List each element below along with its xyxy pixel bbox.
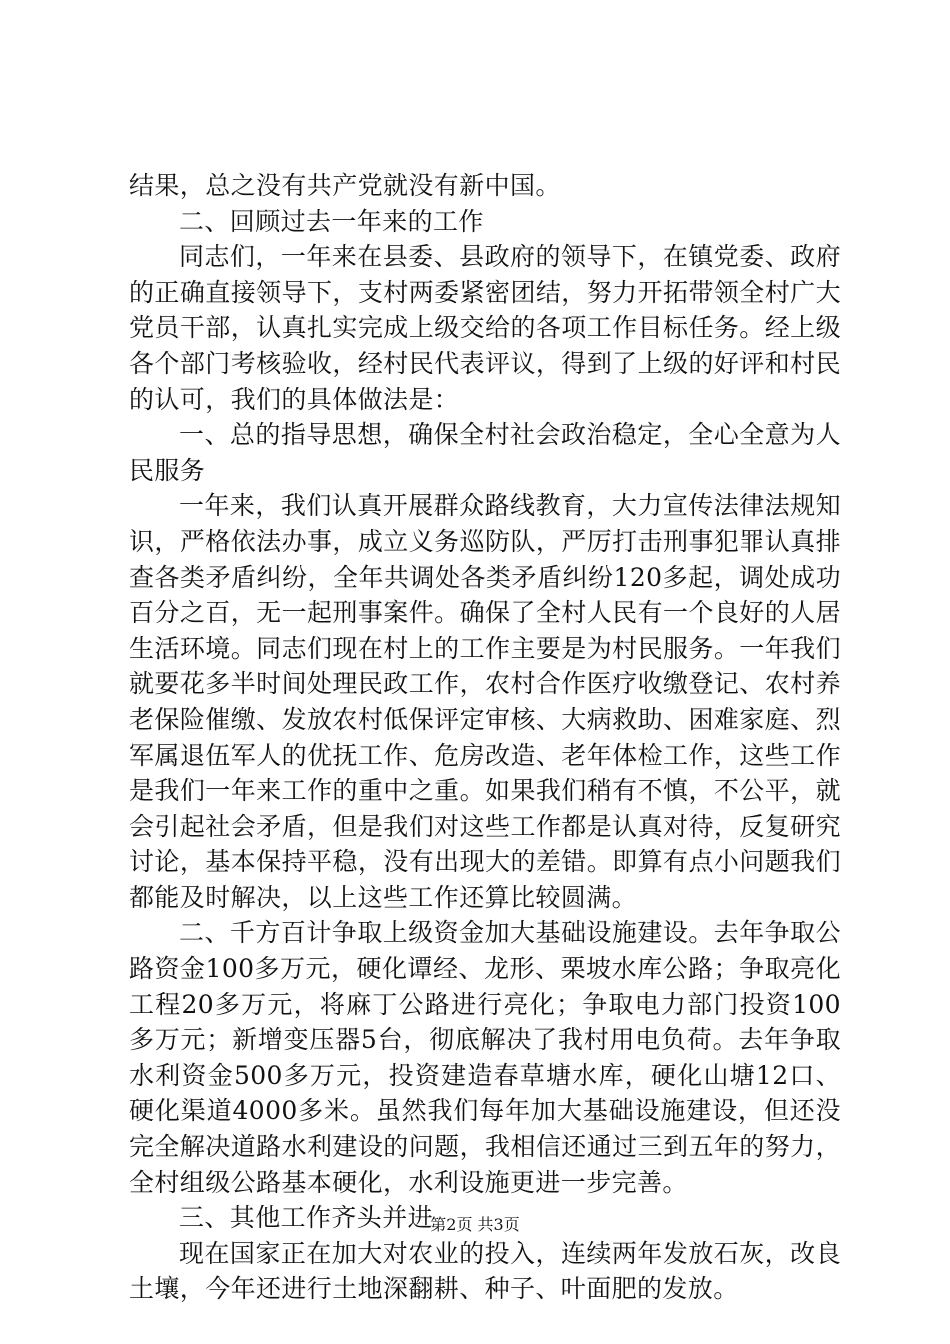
paragraph-3: 同志们，一年来在县委、县政府的领导下，在镇党委、政府的正确直接领导下，支村两委紧密团结，努力开拓带领全村广大党员干部，认真扎实完成上级交给的各项工作目标任务。经上级各个部门考核验收，经村民代表评议，得到了上级的好评和村民的认可，我们的具体做法是：: [129, 242, 841, 414]
paragraph-8: 现在国家正在加大对农业的投入，连续两年发放石灰，改良土壤，今年还进行土地深翻耕、种子、叶面肥的发放。: [129, 1238, 841, 1304]
heading-other-work: 三、其他工作齐头并进: [179, 1203, 434, 1233]
page-number-footer: 第2页 共3页: [430, 1215, 520, 1234]
paragraph-1: 结果，总之没有共产党就没有新中国。: [129, 171, 561, 200]
paragraph-infrastructure: 二、千方百计争取上级资金加大基础设施建设。去年争取公路资金100多万元，硬化谭经、龙形、栗坡水库公路；争取亮化工程20多万元，将麻丁公路进行亮化；争取电力部门投资100多万元；新增变压器5台，彻底解决了我村用电负荷。去年争取水利资金500多万元，投资建造春草塘水库，硬化山塘12口、硬化渠道4000多米。虽然我们每年加大基础设施建设，但还没完全解决道路水利建设的问题，我相信还通过三到五年的努力，全村组级公路基本硬化，水利设施更进一步完善。: [129, 918, 841, 1197]
paragraph-5: 一年来，我们认真开展群众路线教育，大力宣传法律法规知识，严格依法办事，成立义务巡防队，严厉打击刑事犯罪认真排查各类矛盾纠纷，全年共调处各类矛盾纠纷120多起，调处成功百分之百，无一起刑事案件。确保了全村人民有一个良好的人居生活环境。同志们现在村上的工作主要是为村民服务。一年我们就要花多半时间处理民政工作，农村合作医疗收缴登记、农村养老保险催缴、发放农村低保评定审核、大病救助、困难家庭、烈军属退伍军人的优抚工作、危房改造、老年体检工作，这些工作是我们一年来工作的重中之重。如果我们稍有不慎，不公平，就会引起社会矛盾，但是我们对这些工作都是认真对待，反复研究讨论，基本保持平稳，没有出现大的差错。即算有点小问题我们都能及时解决，以上这些工作还算比较圆满。: [129, 491, 841, 912]
heading-review-past-year: 二、回顾过去一年来的工作: [179, 206, 484, 236]
heading-guiding-thought: 一、总的指导思想，确保全村社会政治稳定，全心全意为人民服务: [129, 420, 841, 485]
document-body: [129, 168, 841, 1307]
